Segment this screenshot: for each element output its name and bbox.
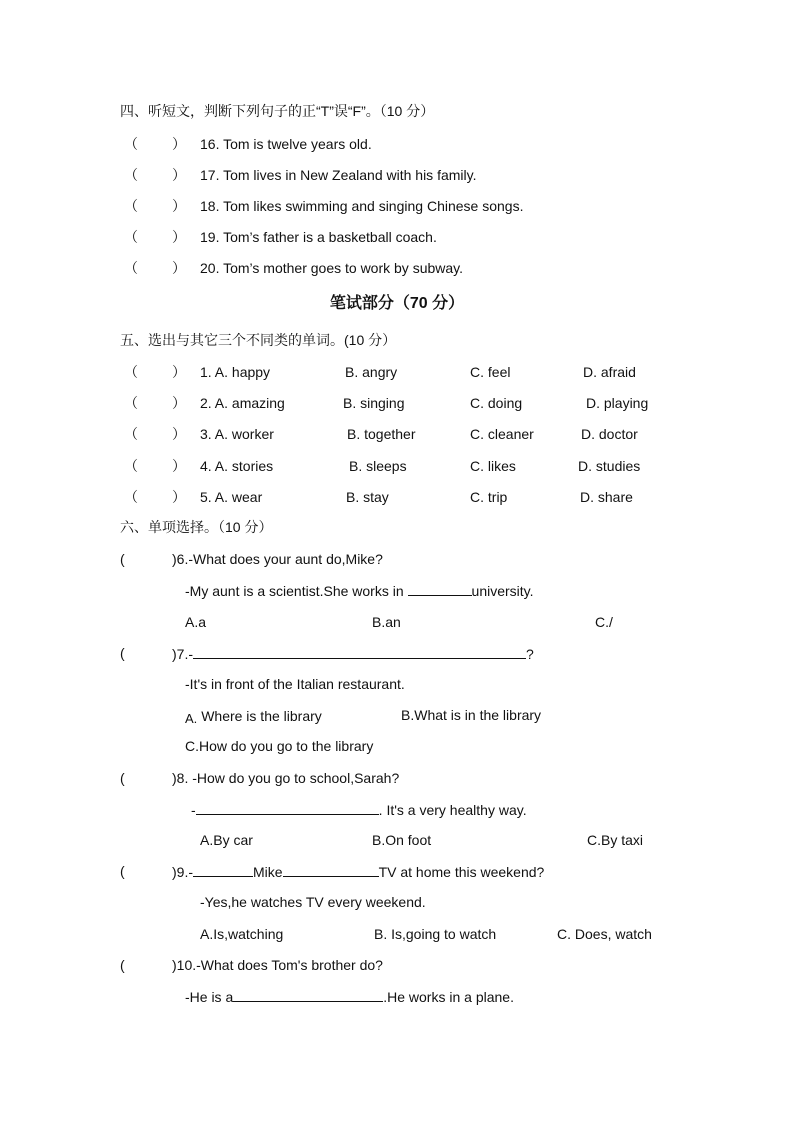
answer-10-line (185, 987, 514, 1006)
question-6: )6.-What does your aunt do,Mike? (172, 551, 383, 567)
choice-4-c: C. likes (470, 458, 516, 474)
choice-1-b: B. angry (345, 364, 398, 380)
option-7-a: Where is the library (201, 708, 322, 724)
answer-paren-close: ） (172, 395, 186, 411)
answer-paren-open: ( (120, 957, 125, 973)
question-7-end: ? (526, 646, 534, 662)
choice-5-a: 5. A. wear (200, 489, 263, 505)
option-7-c: C.How do you go to the library (185, 738, 374, 754)
answer-paren-close: ） (172, 426, 186, 442)
answer-7: -It's in front of the Italian restaurant. (185, 676, 405, 692)
question-9-line (172, 862, 544, 881)
fill-blank[interactable] (193, 862, 253, 877)
answer-paren-open: ( (120, 863, 125, 879)
answer-paren-close: ） (172, 458, 186, 474)
answer-10-text: -He is a (185, 989, 234, 1005)
fill-blank[interactable] (196, 800, 379, 815)
answer-8-tail: . It's a very healthy way. (378, 802, 527, 818)
option-7-a-line (185, 707, 322, 726)
answer-paren-open: （ (124, 395, 138, 411)
option-8-c: C.By taxi (587, 832, 644, 848)
answer-paren-open: ( (120, 770, 125, 786)
section5-heading: 五、选出与其它三个不同类的单词。(10 分） (120, 332, 397, 348)
question-7-line (172, 644, 534, 663)
answer-paren-open: ( (120, 551, 125, 567)
section6-heading: 六、单项选择。（10 分） (120, 519, 273, 535)
choice-3-c: C. cleaner (470, 426, 534, 442)
choice-1-d: D. afraid (583, 364, 636, 380)
tf-item-16: 16. Tom is twelve years old. (200, 136, 372, 152)
answer-paren-close: ） (172, 489, 186, 505)
choice-3-b: B. together (347, 426, 416, 442)
answer-paren-close: ） (172, 229, 186, 245)
option-9-b: B. Is,going to watch (374, 926, 497, 942)
answer-paren-open: （ (124, 260, 138, 276)
choice-5-b: B. stay (346, 489, 389, 505)
question-8: )8. -How do you go to school,Sarah? (172, 770, 400, 786)
choice-5-d: D. share (580, 489, 633, 505)
choice-3-d: D. doctor (581, 426, 638, 442)
answer-paren-close: ） (172, 198, 186, 214)
choice-2-d: D. playing (586, 395, 649, 411)
answer-10-tail: .He works in a plane. (383, 989, 514, 1005)
written-part-title: 笔试部分（70 分） (329, 295, 465, 312)
answer-paren-close: ） (172, 364, 186, 380)
answer-paren-open: （ (124, 167, 138, 183)
question-10: )10.-What does Tom's brother do? (172, 957, 383, 973)
tf-item-19: 19. Tom’s father is a basketball coach. (200, 229, 437, 245)
choice-3-a: 3. A. worker (200, 426, 274, 442)
question-9-end: TV at home this weekend? (378, 864, 545, 880)
answer-9: -Yes,he watches TV every weekend. (200, 894, 426, 910)
answer-paren-open: （ (124, 426, 138, 442)
choice-4-b: B. sleeps (349, 458, 407, 474)
answer-paren-open: （ (124, 458, 138, 474)
option-6-b: B.an (372, 614, 401, 630)
fill-blank[interactable] (233, 987, 383, 1002)
choice-4-d: D. studies (578, 458, 641, 474)
answer-paren-open: （ (124, 229, 138, 245)
option-7-b: B.What is in the library (401, 707, 542, 723)
answer-8-line (191, 800, 527, 819)
option-7-a-letter: A. (185, 711, 198, 726)
answer-paren-open: （ (124, 489, 138, 505)
fill-blank[interactable] (283, 862, 379, 877)
choice-2-c: C. doing (470, 395, 523, 411)
question-9-mid: Mike (253, 864, 283, 880)
option-9-a: A.Is,watching (200, 926, 284, 942)
question-7: )7.- (172, 646, 193, 662)
choice-2-b: B. singing (343, 395, 405, 411)
answer-paren-close: ） (172, 136, 186, 152)
choice-2-a: 2. A. amazing (200, 395, 285, 411)
option-8-b: B.On foot (372, 832, 432, 848)
answer-paren-close: ） (172, 260, 186, 276)
option-9-c: C. Does, watch (557, 926, 652, 942)
answer-6-tail: university. (471, 583, 534, 599)
section4-heading: 四、听短文，判断下列句子的正“T”误“F”。（10 分） (120, 103, 435, 119)
question-9: )9.- (172, 864, 193, 880)
answer-6-text: -My aunt is a scientist.She works in (185, 583, 408, 599)
answer-paren-open: （ (124, 198, 138, 214)
answer-8-dash: - (191, 802, 196, 818)
fill-blank[interactable] (193, 644, 526, 659)
tf-item-20: 20. Tom’s mother goes to work by subway. (200, 260, 464, 276)
answer-paren-open: （ (124, 136, 138, 152)
choice-4-a: 4. A. stories (200, 458, 274, 474)
tf-item-17: 17. Tom lives in New Zealand with his family. (200, 167, 477, 183)
answer-6-line (185, 581, 534, 600)
choice-1-a: 1. A. happy (200, 364, 271, 380)
choice-1-c: C. feel (470, 364, 511, 380)
answer-paren-close: ） (172, 167, 186, 183)
option-6-c: C./ (595, 614, 613, 630)
choice-5-c: C. trip (470, 489, 508, 505)
answer-paren-open: ( (120, 645, 125, 661)
option-8-a: A.By car (200, 832, 253, 848)
answer-paren-open: （ (124, 364, 138, 380)
tf-item-18: 18. Tom likes swimming and singing Chinese songs. (200, 198, 524, 214)
option-6-a: A.a (185, 614, 207, 630)
fill-blank[interactable] (408, 581, 472, 596)
